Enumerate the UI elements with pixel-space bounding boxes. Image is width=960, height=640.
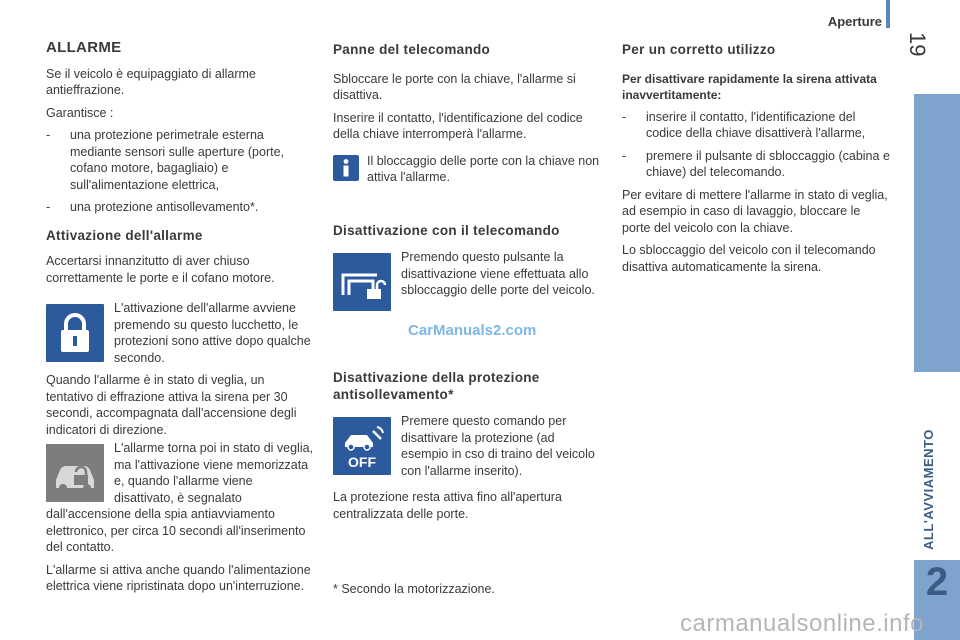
watermark-center: CarManuals2.com bbox=[408, 322, 537, 339]
list-item: - inserire il contatto, l'identificazione del codice della chiave disattiverà l'allarme, bbox=[622, 109, 866, 140]
alarm-intro: Se il veicolo è equipaggiato di allarme antieffrazione. bbox=[46, 66, 256, 97]
alarm-protection-list bbox=[46, 127, 314, 216]
chapter-number: 2 bbox=[925, 560, 949, 604]
lift-protection-title: Disattivazione della protezione antisollevamento* bbox=[333, 370, 540, 402]
correct-use-title: Per un corretto utilizzo bbox=[622, 42, 776, 57]
remote-deactivation-title: Disattivazione con il telecomando bbox=[333, 222, 560, 238]
alarm-memory-text-continued: dall'accensione della spia antiavviamento elettronico, per circa 10 secondi all'inserimento del contatto. bbox=[46, 507, 306, 554]
lift-protection-note: La protezione resta attiva fino all'apertura centralizzata delle porte. bbox=[333, 490, 562, 521]
car-alarm-warning-icon bbox=[46, 444, 104, 502]
correct-use-p1: Per evitare di mettere l'allarme in stato di veglia, ad esempio in caso di lavaggio, bloccare le porte del veicolo con la chiave. bbox=[622, 187, 888, 235]
remote-deactivation bbox=[333, 249, 603, 319]
lock-icon bbox=[46, 304, 104, 362]
activation-title: Attivazione dell'allarme bbox=[46, 227, 203, 243]
off-label: OFF bbox=[348, 454, 376, 470]
column-correct-use bbox=[622, 40, 890, 281]
remote-failure-title: Panne del telecomando bbox=[333, 42, 491, 57]
column-remote-failure bbox=[333, 40, 603, 528]
alarm-trigger-text: Quando l'allarme è in stato di veglia, un tentativo di effrazione attiva la sirena per 30 secondi, accompagnata dall'accensione degli indicatori di direzione. bbox=[46, 373, 297, 437]
alarm-memory-instruction bbox=[46, 440, 314, 506]
correct-use-subtitle: Per disattivare rapidamente la sirena attivata inavvertitamente: bbox=[622, 71, 877, 102]
section-title: Aperture bbox=[827, 14, 882, 29]
list-item: - una protezione perimetrale esterna mediante sensori sulle aperture (porte, cofano motore, bagagliaio) e sull'alimentazione elettrica, bbox=[46, 128, 285, 192]
watermark-footer: carmanualsonline.info bbox=[680, 610, 924, 637]
tow-off-icon bbox=[333, 417, 391, 475]
info-text: Il bloccaggio delle porte con la chiave non attiva l'allarme. bbox=[367, 153, 600, 184]
remote-failure-p1: Sbloccare le porte con la chiave, l'allarme si disattiva. bbox=[333, 71, 576, 102]
siren-deactivation-list bbox=[622, 109, 890, 181]
list-item: - premere il pulsante di sbloccaggio (cabina e chiave) del telecomando. bbox=[622, 148, 890, 179]
lock-instruction bbox=[46, 300, 314, 368]
lock-description: L'attivazione dell'allarme avviene premendo su questo lucchetto, le protezioni sono attive dopo qualche secondo. bbox=[114, 301, 311, 365]
lift-protection-deactivation bbox=[333, 413, 603, 485]
activation-instruction: Accertarsi innanzitutto di aver chiuso correttamente le porte e il cofano motore. bbox=[46, 254, 275, 285]
alarm-title: ALLARME bbox=[46, 39, 122, 56]
alarm-memory-text: L'allarme torna poi in stato di veglia, ma l'attivazione viene memorizzata e, quando l'allarme viene disattivato, è segnalato bbox=[114, 441, 314, 505]
remote-failure-p2: Inserire il contatto, l'identificazione del codice della chiave interromperà l'allarme. bbox=[333, 110, 583, 141]
column-alarm bbox=[46, 40, 314, 601]
remote-deactivation-text: Premendo questo pulsante la disattivazione viene effettuata allo sbloccaggio delle porte del veicolo. bbox=[401, 250, 595, 297]
info-icon bbox=[333, 155, 359, 181]
info-note bbox=[333, 153, 603, 189]
unlock-remote-icon bbox=[333, 253, 391, 311]
correct-use-p2: Lo sbloccaggio del veicolo con il telecomando disattiva automaticamente la sirena. bbox=[622, 243, 876, 274]
page-number: 19 bbox=[905, 32, 930, 57]
lift-protection-text: Premere questo comando per disattivare la protezione (ad esempio in cso di traino del veicolo con l'allarme inserito). bbox=[401, 414, 595, 478]
chapter-label: ALL'AVVIAMENTO bbox=[921, 429, 936, 550]
list-item: - una protezione antisollevamento*. bbox=[46, 200, 259, 214]
alarm-restore-text: L'allarme si attiva anche quando l'alimentazione elettrica viene ripristinata dopo un'interruzione. bbox=[46, 562, 311, 593]
alarm-guarantees: Garantisce : bbox=[46, 105, 114, 120]
header-accent-bar bbox=[886, 0, 890, 28]
footnote: * Secondo la motorizzazione. bbox=[333, 582, 495, 596]
